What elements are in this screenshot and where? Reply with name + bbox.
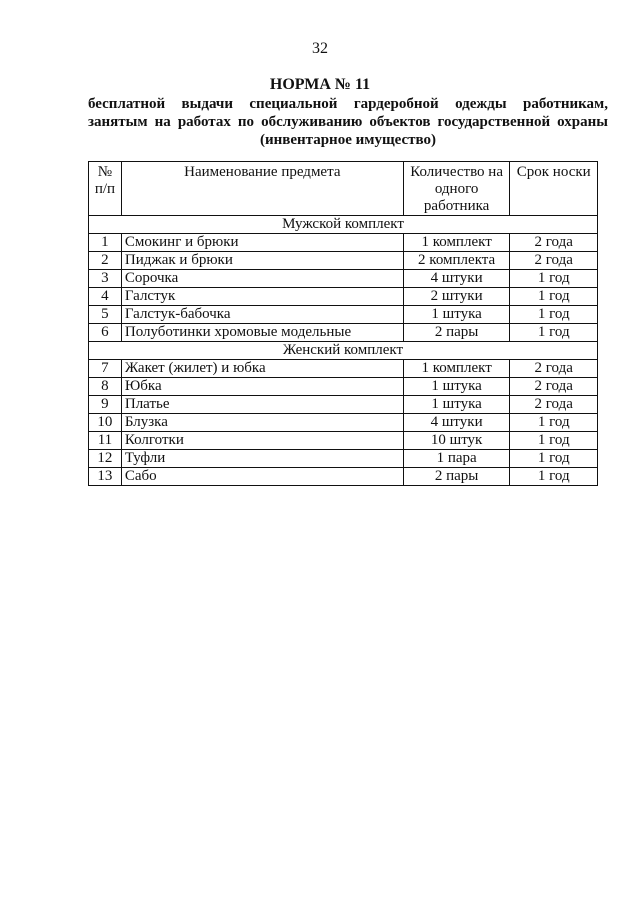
cell-item: Сабо: [121, 468, 403, 486]
cell-item: Пиджак и брюки: [121, 252, 403, 270]
cell-num: 5: [89, 306, 122, 324]
cell-num: 2: [89, 252, 122, 270]
table-row: [89, 270, 598, 288]
cell-term: 1 год: [510, 270, 598, 288]
header-qty: Количество на одного работника: [403, 162, 510, 216]
table-row: [89, 324, 598, 342]
subtitle-line-2: занятым на работах по обслуживанию объектов государственной охраны: [88, 114, 608, 130]
cell-item: Сорочка: [121, 270, 403, 288]
cell-qty: 4 штуки: [403, 414, 510, 432]
cell-item: Блузка: [121, 414, 403, 432]
cell-qty: 10 штук: [403, 432, 510, 450]
cell-qty: 1 штука: [403, 306, 510, 324]
cell-item: Юбка: [121, 378, 403, 396]
cell-num: 13: [89, 468, 122, 486]
section-row: [89, 216, 598, 234]
cell-term: 2 года: [510, 360, 598, 378]
cell-term: 1 год: [510, 288, 598, 306]
document-subtitle: [88, 95, 608, 149]
cell-item: Жакет (жилет) и юбка: [121, 360, 403, 378]
section-row: [89, 342, 598, 360]
cell-item: Полуботинки хромовые модельные: [121, 324, 403, 342]
cell-item: Туфли: [121, 450, 403, 468]
cell-item: Галстук: [121, 288, 403, 306]
cell-term: 2 года: [510, 378, 598, 396]
table-row: [89, 414, 598, 432]
document-title: НОРМА № 11: [269, 76, 371, 93]
cell-num: 4: [89, 288, 122, 306]
subtitle-line-3: (инвентарное имущество): [259, 132, 436, 148]
section-title: Женский комплект: [89, 342, 598, 360]
cell-term: 1 год: [510, 432, 598, 450]
cell-num: 1: [89, 234, 122, 252]
table-row: [89, 468, 598, 486]
table-row: [89, 432, 598, 450]
norms-table: [88, 161, 598, 486]
cell-term: 1 год: [510, 414, 598, 432]
table-row: [89, 378, 598, 396]
cell-qty: 2 комплекта: [403, 252, 510, 270]
cell-term: 1 год: [510, 306, 598, 324]
cell-qty: 1 штука: [403, 396, 510, 414]
table-row: [89, 360, 598, 378]
cell-term: 1 год: [510, 450, 598, 468]
cell-num: 8: [89, 378, 122, 396]
cell-num: 9: [89, 396, 122, 414]
cell-num: 12: [89, 450, 122, 468]
cell-num: 10: [89, 414, 122, 432]
cell-term: 1 год: [510, 324, 598, 342]
cell-num: 6: [89, 324, 122, 342]
cell-qty: 1 пара: [403, 450, 510, 468]
table-row: [89, 396, 598, 414]
cell-item: Платье: [121, 396, 403, 414]
header-item: Наименование предмета: [121, 162, 403, 216]
cell-qty: 1 комплект: [403, 234, 510, 252]
cell-qty: 2 пары: [403, 468, 510, 486]
cell-term: 2 года: [510, 396, 598, 414]
header-term: Срок носки: [510, 162, 598, 216]
table-row: [89, 234, 598, 252]
cell-term: 1 год: [510, 468, 598, 486]
table-row: [89, 450, 598, 468]
table-row: [89, 288, 598, 306]
page-number: 32: [312, 40, 328, 57]
header-num: № п/п: [89, 162, 122, 216]
cell-qty: 1 штука: [403, 378, 510, 396]
cell-qty: 2 пары: [403, 324, 510, 342]
cell-term: 2 года: [510, 234, 598, 252]
cell-qty: 2 штуки: [403, 288, 510, 306]
cell-num: 7: [89, 360, 122, 378]
cell-item: Смокинг и брюки: [121, 234, 403, 252]
cell-qty: 4 штуки: [403, 270, 510, 288]
table-body: [89, 216, 598, 486]
table-header-row: [89, 162, 598, 216]
cell-num: 3: [89, 270, 122, 288]
section-title: Мужской комплект: [89, 216, 598, 234]
cell-item: Галстук-бабочка: [121, 306, 403, 324]
cell-item: Колготки: [121, 432, 403, 450]
cell-term: 2 года: [510, 252, 598, 270]
cell-qty: 1 комплект: [403, 360, 510, 378]
table-row: [89, 306, 598, 324]
table-row: [89, 252, 598, 270]
subtitle-line-1: бесплатной выдачи специальной гардеробной одежды работникам,: [88, 96, 608, 112]
cell-num: 11: [89, 432, 122, 450]
